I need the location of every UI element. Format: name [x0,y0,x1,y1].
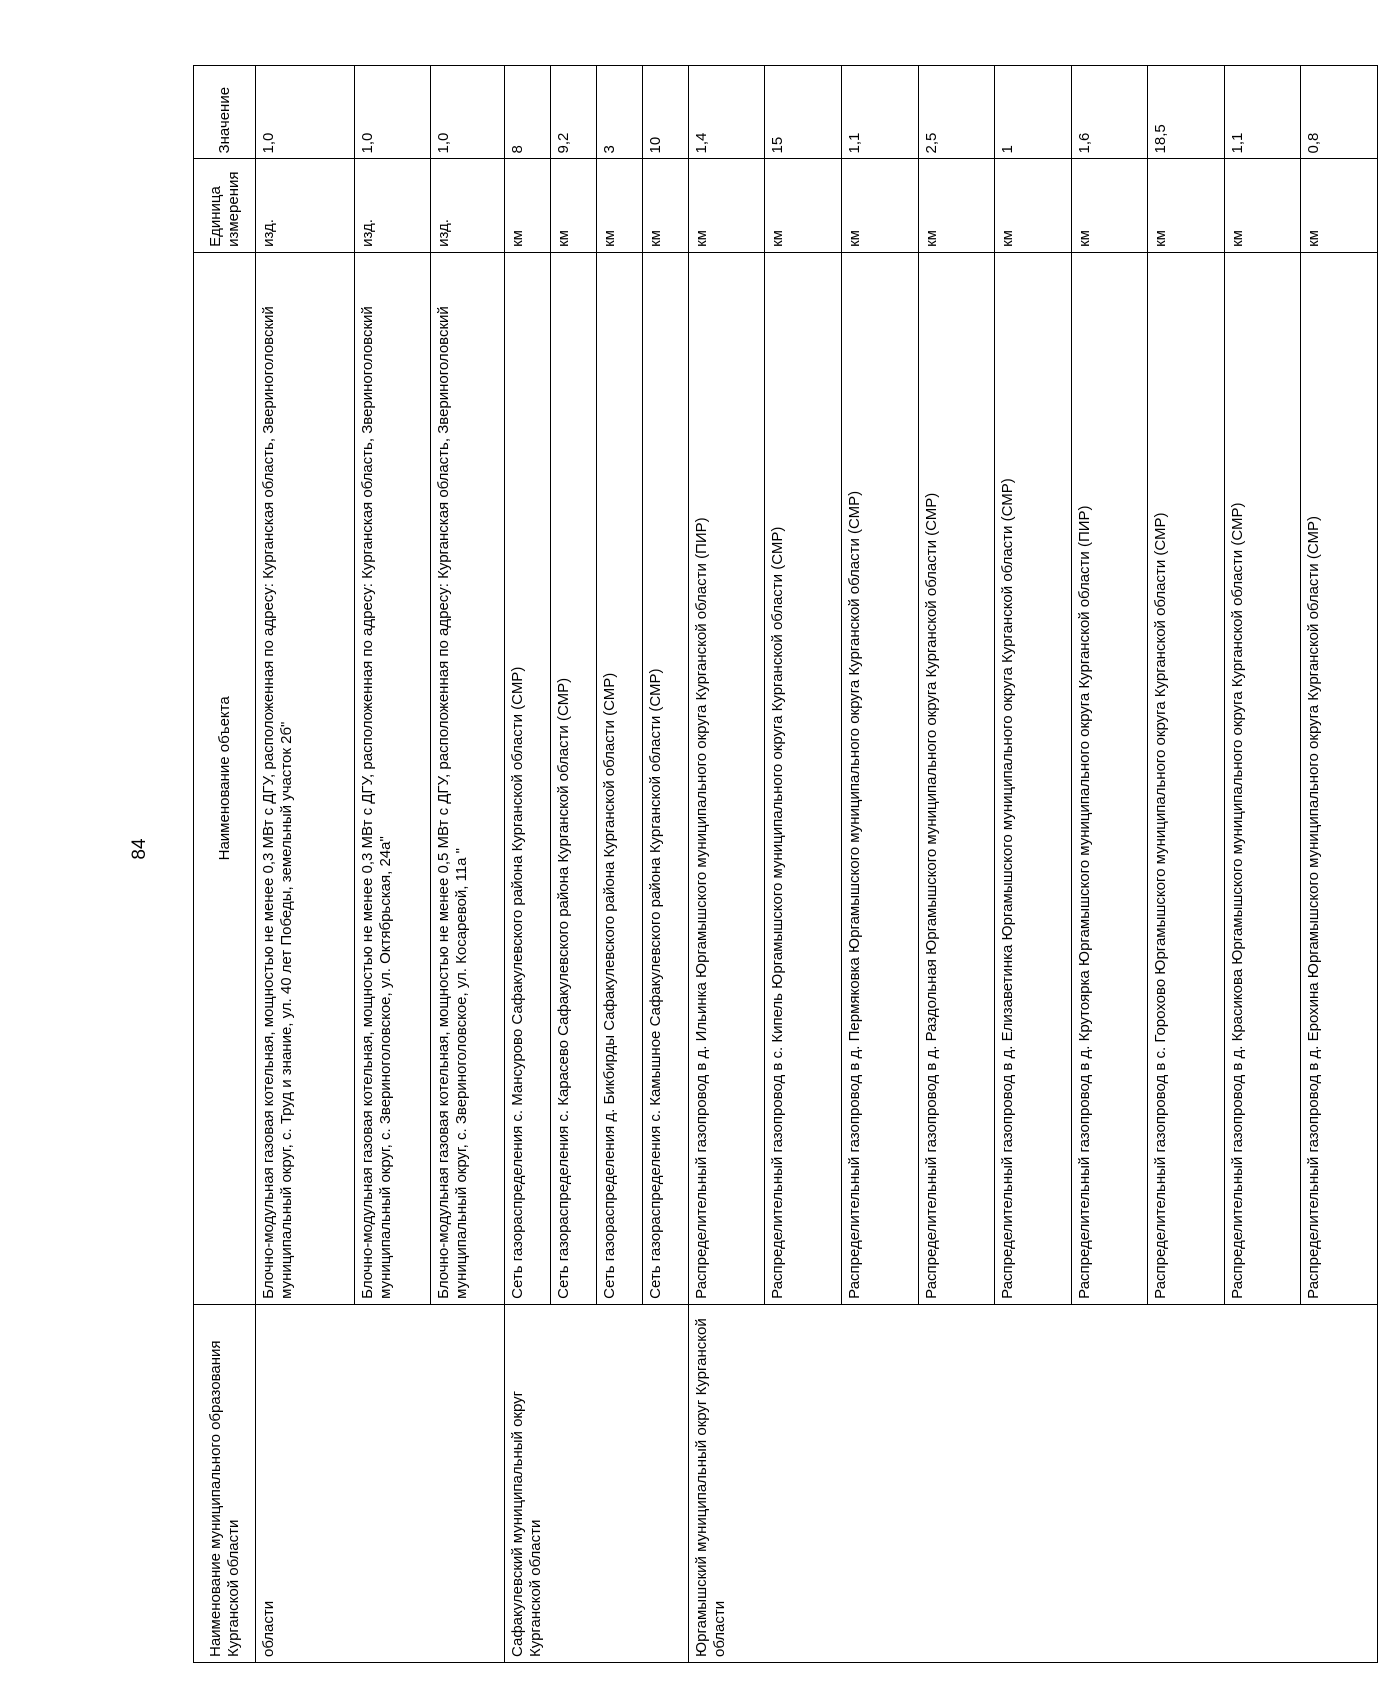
unit-cell: км [642,159,688,252]
value-cell: 1,0 [431,66,505,159]
object-cell: Распределительный газопровод в д. Красикова Юргамышского муниципального округа Курганской области (СМР) [1224,252,1301,1304]
unit-cell: км [597,159,643,252]
municipality-cell: Юргамышский муниципальный округ Курганской области [688,1304,1377,1662]
object-cell: Сеть газораспределения с. Камышное Сафакулевского района Курганской области (СМР) [642,252,688,1304]
object-cell: Распределительный газопровод в с. Горохово Юргамышского муниципального округа Курганской области (СМР) [1148,252,1225,1304]
value-cell: 1,6 [1071,66,1148,159]
object-cell: Распределительный газопровод в д. Ильинка Юргамышского муниципального округа Курганской области (ПИР) [688,252,765,1304]
unit-cell: км [1301,159,1378,252]
table-row [688,66,765,1663]
unit-cell: изд. [256,159,355,252]
value-cell: 1,4 [688,66,765,159]
object-cell: Распределительный газопровод в д. Елизаветинка Юргамышского муниципального округа Курганской области (СМР) [995,252,1072,1304]
value-cell: 3 [597,66,643,159]
municipality-cell: Сафакулевский муниципальный округ Курганской области [505,1304,689,1662]
unit-cell: км [688,159,765,252]
object-cell: Блочно-модульная газовая котельная, мощностью не менее 0,3 МВт с ДГУ, расположенная по адресу: Курганская область, Звериноголовский муниципальный округ, с. Труд и знание, ул. 40 лет Победы, земельный участок 2б" [256,252,355,1304]
object-cell: Блочно-модульная газовая котельная, мощностью не менее 0,3 МВт с ДГУ, расположенная по адресу: Курганская область, Звериноголовский муниципальный округ, с. Звериноголовское, ул. Октябрьская, 24а" [354,252,431,1304]
table-header-row [194,66,256,1663]
value-cell: 1,0 [256,66,355,159]
value-cell: 1 [995,66,1072,159]
value-cell: 10 [642,66,688,159]
objects-table [193,65,1378,1663]
header-unit: Единица измерения [194,159,256,252]
object-cell: Блочно-модульная газовая котельная, мощностью не менее 0,5 МВт с ДГУ, расположенная по адресу: Курганская область, Звериноголовский муниципальный округ, с. Звериноголовское, ул. Косаревой, 11а " [431,252,505,1304]
object-cell: Распределительный газопровод в с. Кипель Юргамышского муниципального округа Курганской области (СМР) [765,252,842,1304]
value-cell: 1,1 [1224,66,1301,159]
value-cell: 2,5 [918,66,995,159]
header-value: Значение [194,66,256,159]
unit-cell: км [995,159,1072,252]
object-cell: Распределительный газопровод в д. Ерохина Юргамышского муниципального округа Курганской области (СМР) [1301,252,1378,1304]
object-cell: Сеть газораспределения д. Бикбирды Сафакулевского района Курганской области (СМР) [597,252,643,1304]
unit-cell: км [1148,159,1225,252]
unit-cell: км [842,159,919,252]
unit-cell: изд. [431,159,505,252]
page-number: 84 [129,838,150,860]
unit-cell: изд. [354,159,431,252]
object-cell: Сеть газораспределения с. Мансурово Сафакулевского района Курганской области (СМР) [505,252,551,1304]
header-municipality: Наименование муниципального образования Курганской области [194,1304,256,1662]
object-cell: Сеть газораспределения с. Карасево Сафакулевского района Курганской области (СМР) [551,252,597,1304]
unit-cell: км [1071,159,1148,252]
unit-cell: км [765,159,842,252]
value-cell: 8 [505,66,551,159]
value-cell: 15 [765,66,842,159]
value-cell: 1,1 [842,66,919,159]
value-cell: 0,8 [1301,66,1378,159]
municipality-cell: области [256,1304,505,1662]
rotated-table-frame [193,65,1378,1663]
value-cell: 9,2 [551,66,597,159]
table-row [256,66,355,1663]
data-table-container [193,65,1378,1663]
unit-cell: км [551,159,597,252]
object-cell: Распределительный газопровод в д. Крутоярка Юргамышского муниципального округа Курганской области (ПИР) [1071,252,1148,1304]
value-cell: 1,0 [354,66,431,159]
object-cell: Распределительный газопровод в д. Раздольная Юргамышского муниципального округа Курганской области (СМР) [918,252,995,1304]
unit-cell: км [505,159,551,252]
header-object: Наименование объекта [194,252,256,1304]
unit-cell: км [918,159,995,252]
object-cell: Распределительный газопровод в д. Пермяковка Юргамышского муниципального округа Курганской области (СМР) [842,252,919,1304]
table-row [505,66,551,1663]
value-cell: 18,5 [1148,66,1225,159]
unit-cell: км [1224,159,1301,252]
